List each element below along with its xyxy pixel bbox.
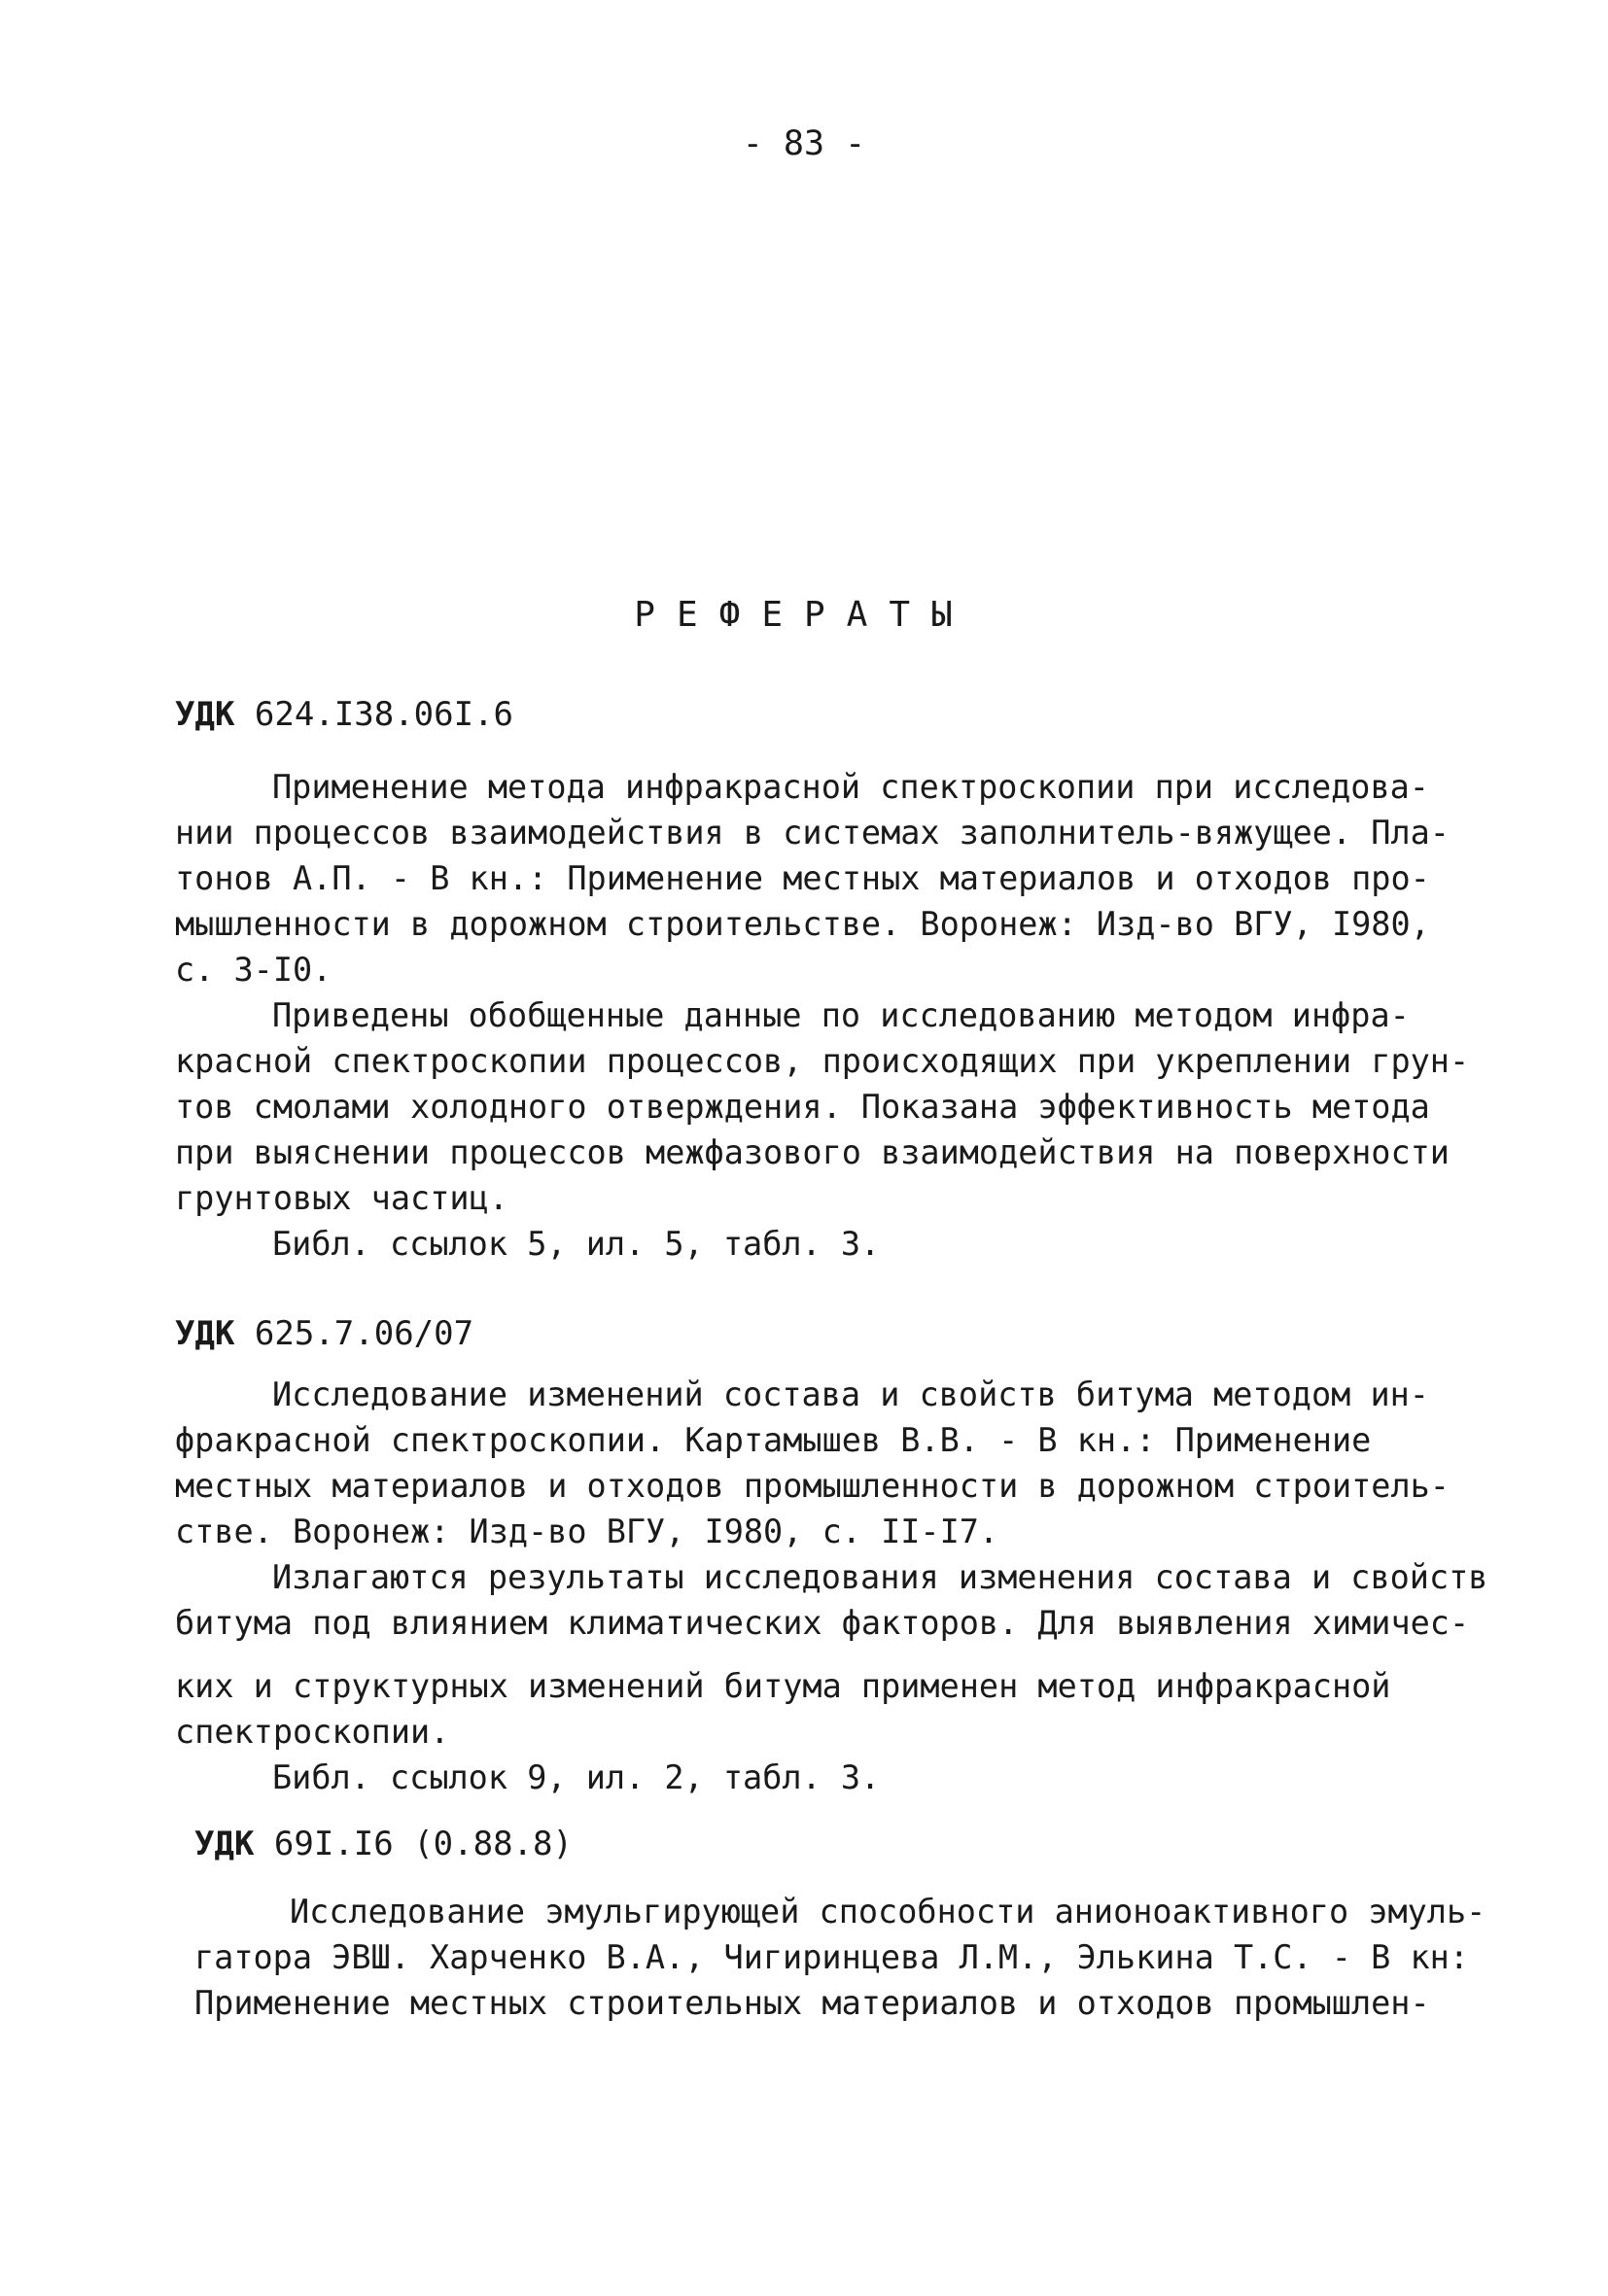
text-line: тов смолами холодного отверждения. Показана эффективность метода: [175, 1088, 1430, 1126]
udk-code: 624.I38.06I.6: [254, 695, 514, 734]
text-line: местных материалов и отходов промышленности в дорожном строитель-: [175, 1467, 1450, 1505]
text-line: стве. Воронеж: Изд-во ВГУ, I980, с. II-I7.: [175, 1513, 999, 1550]
text-line: нии процессов взаимодействия в системах заполнитель-вяжущее. Пла-: [175, 814, 1450, 852]
text-line: Применение метода инфракрасной спектроскопии при исследова-: [272, 768, 1429, 806]
bibliography-line: Библ. ссылок 9, ил. 2, табл. 3.: [272, 1758, 881, 1796]
udk-label: УДК: [175, 1314, 235, 1353]
text-line: фракрасной спектроскопии. Картамышев В.В. - В кн.: Применение: [175, 1421, 1372, 1459]
text-line: гатора ЭВШ. Харченко В.А., Чигиринцева Л.М., Элькина Т.С. - В кн:: [194, 1938, 1469, 1976]
udk-heading-2: [175, 1314, 473, 1353]
text-line: битума под влиянием климатических факторов. Для выявления химичес-: [175, 1604, 1470, 1642]
text-line: Применение местных строительных материалов и отходов промышлен-: [194, 1984, 1430, 2022]
udk-label: УДК: [175, 695, 235, 734]
text-line: Приведены обобщенные данные по исследованию методом инфра-: [272, 996, 1410, 1034]
udk-label: УДК: [194, 1825, 255, 1863]
text-line: Исследование эмульгирующей способности анионоактивного эмуль-: [290, 1893, 1486, 1931]
text-line: тонов А.П. - В кн.: Применение местных материалов и отходов про-: [175, 859, 1430, 897]
udk-code: 625.7.06/07: [254, 1314, 474, 1353]
page-number: - 83 -: [742, 124, 866, 163]
udk-code: 69I.I6 (0.88.8): [273, 1825, 573, 1863]
section-title: РЕФЕРАТЫ: [634, 595, 974, 635]
text-line: Излагаются результаты исследования изменения состава и свойств: [272, 1558, 1488, 1596]
text-line: мышленности в дорожном строительстве. Воронеж: Изд-во ВГУ, I980,: [175, 905, 1430, 943]
udk-heading-3: [194, 1825, 573, 1863]
text-line: красной спектроскопии процессов, происходящих при укреплении грун-: [175, 1042, 1470, 1080]
text-line: с. 3-I0.: [175, 951, 332, 989]
bibliography-line: Библ. ссылок 5, ил. 5, табл. 3.: [272, 1225, 881, 1263]
text-line: Исследование изменений состава и свойств битума методом ин-: [272, 1375, 1429, 1413]
text-line: ких и структурных изменений битума применен метод инфракрасной: [175, 1667, 1391, 1705]
text-line: спектроскопии.: [175, 1713, 450, 1751]
text-line: грунтовых частиц.: [175, 1179, 508, 1217]
udk-heading-1: [175, 695, 513, 734]
text-line: при выяснении процессов межфазового взаимодействия на поверхности: [175, 1133, 1450, 1171]
